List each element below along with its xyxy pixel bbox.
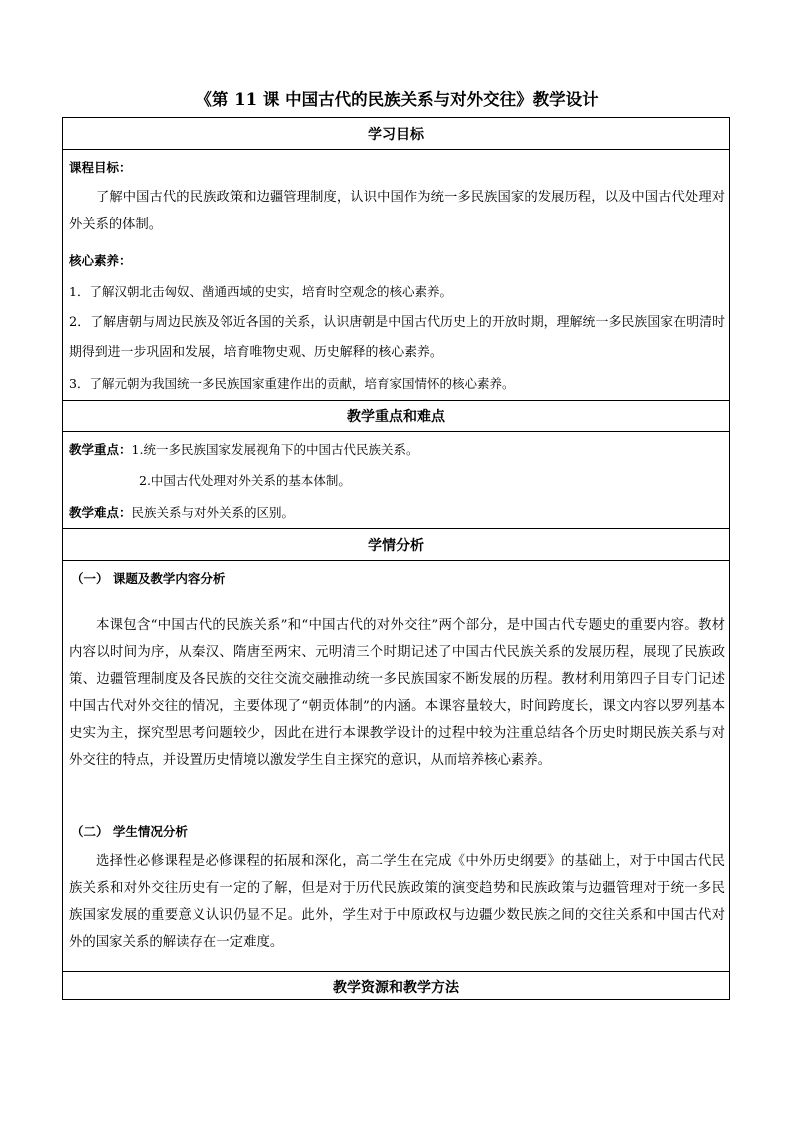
lesson-plan-table <box>62 117 730 1000</box>
focus-item-1: 1.统一多民族国家发展视角下的中国古代民族关系。 <box>131 442 419 457</box>
row-divider <box>63 971 729 972</box>
focus-label: 教学重点： <box>69 442 132 457</box>
document-title: 《第 11 课 中国古代的民族关系与对外交往》教学设计 <box>195 90 599 109</box>
row-divider <box>63 400 729 401</box>
analysis-subtitle-2: （二） 学生情况分析 <box>71 824 188 839</box>
course-goal-text: 了解中国古代的民族政策和边疆管理制度，认识中国作为统一多民族国家的发展历程，以及中国古代处理对外关系的体制。 <box>69 190 725 232</box>
row-divider <box>63 560 729 561</box>
core-literacy-item-2: 2．了解唐朝与周边民族及邻近各国的关系，认识唐朝是中国古代历史上的开放时期，理解统一多民族国家在明清时期得到进一步巩固和发展，培育唯物史观、历史解释的核心素养。 <box>69 315 725 360</box>
difficulty-text: 民族关系与对外关系的区别。 <box>131 505 295 520</box>
section-header-resources: 教学资源和教学方法 <box>333 980 459 996</box>
analysis-paragraph-2: 选择性必修课程是必修课程的拓展和深化，高二学生在完成《中外历史纲要》的基础上，对于中国古代民族关系和对外交往历史有一定的了解，但是对于历代民族政策的演变趋势和民族政策与边疆管理对于统一多民族国家发展的重要意义认识仍显不足。此外，学生对于中原政权与边疆少数民族之间的交往关系和中国古代对外的国家关系的解读存在一定难度。 <box>69 854 725 950</box>
analysis-paragraph-1: 本课包含“中国古代的民族关系”和“中国古代的对外交往”两个部分，是中国古代专题史的重要内容。教材内容以时间为序，从秦汉、隋唐至两宋、元明清三个时期记述了中国古代民族关系的发展历程，展现了民族政策、边疆管理制度及各民族的交往交流交融推动统一多民族国家不断发展的历程。教材利用第四子目专门记述中国古代对外交往的情况，主要体现了“朝贡体制”的内涵。本课容量较大，时间跨度长，课文内容以罗列基本史实为主，探究型思考问题较少，因此在进行本课教学设计的过程中较为注重总结各个历史时期民族关系与对外交往的特点，并设置历史情境以激发学生自主探究的意识，从而培养核心素养。 <box>69 618 725 768</box>
row-divider <box>63 149 729 150</box>
analysis-subtitle-1: （一） 课题及教学内容分析 <box>71 571 226 586</box>
core-literacy-label: 核心素养： <box>69 253 132 268</box>
section-header-analysis: 学情分析 <box>368 538 424 554</box>
section-header-keypoints: 教学重点和难点 <box>347 409 445 425</box>
row-divider <box>63 431 729 432</box>
course-goal-label: 课程目标： <box>69 160 132 175</box>
section-header-goals: 学习目标 <box>368 127 424 143</box>
focus-row-1 <box>69 440 418 458</box>
row-divider <box>63 528 729 529</box>
difficulty-label: 教学难点： <box>69 505 132 520</box>
core-literacy-item-1: 1．了解汉朝北击匈奴、凿通西域的史实，培育时空观念的核心素养。 <box>69 284 452 299</box>
core-literacy-item-3: 3．了解元朝为我国统一多民族国家重建作出的贡献，培育家国情怀的核心素养。 <box>69 376 515 391</box>
difficulty-row <box>69 503 294 521</box>
focus-item-2: 2.中国古代处理对外关系的基本体制。 <box>139 473 351 488</box>
